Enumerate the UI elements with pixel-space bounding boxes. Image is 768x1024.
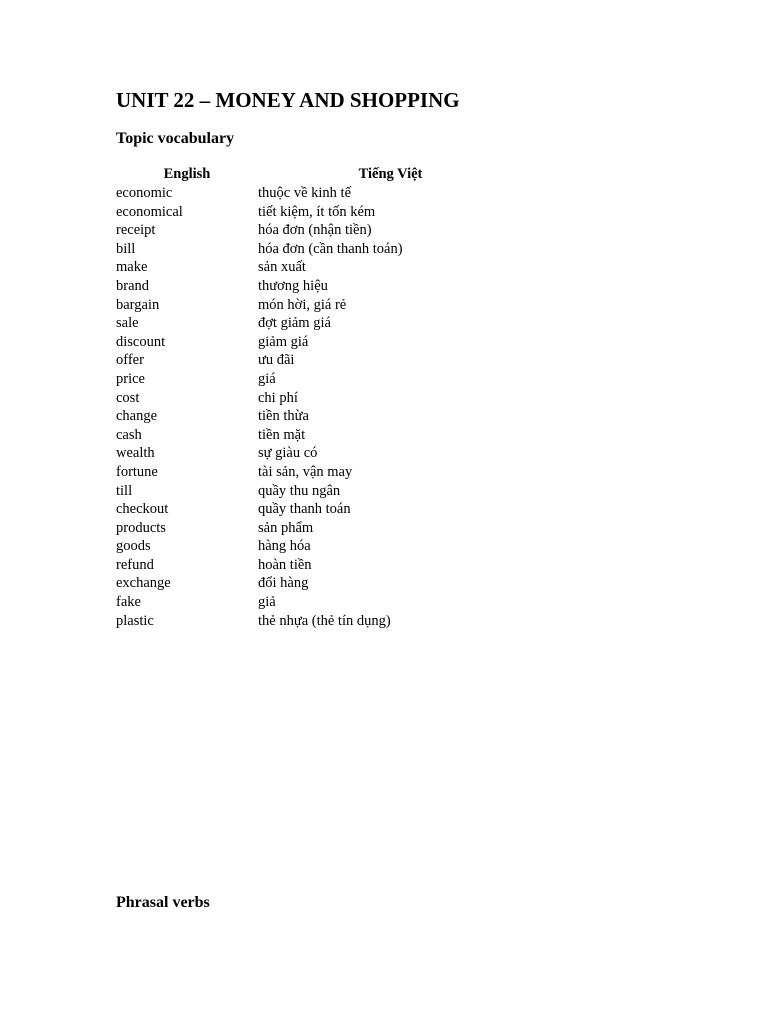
english-term: receipt [116, 222, 156, 239]
vocab-row [116, 277, 556, 296]
vietnamese-translation: thuộc về kinh tế [258, 185, 352, 201]
vocab-row [116, 314, 556, 333]
vocabulary-rows [116, 184, 556, 630]
vocab-row [116, 574, 556, 593]
vietnamese-translation: món hời, giá rẻ [258, 296, 347, 313]
vocab-row [116, 444, 556, 463]
english-term: sale [116, 315, 139, 332]
english-term: bill [116, 240, 136, 257]
vocab-row [116, 556, 556, 575]
english-term: price [116, 370, 145, 387]
vocab-row [116, 240, 556, 259]
vocab-row [116, 333, 556, 352]
vietnamese-translation: hóa đơn (nhận tiền) [258, 222, 372, 239]
vietnamese-translation: đợt giảm giá [258, 315, 331, 332]
vocab-row [116, 258, 556, 277]
vietnamese-translation: quầy thanh toán [258, 501, 351, 518]
vietnamese-translation: chi phí [258, 389, 298, 406]
english-term: goods [116, 538, 151, 555]
english-term: exchange [116, 575, 171, 592]
vietnamese-translation: sản phẩm [258, 519, 314, 536]
english-term: products [116, 519, 166, 536]
vietnamese-translation: tiền mặt [258, 426, 306, 443]
vocab-row [116, 426, 556, 445]
vocab-row [116, 351, 556, 370]
vietnamese-translation: giá [258, 370, 276, 387]
english-term: cost [116, 389, 140, 406]
english-term: refund [116, 556, 154, 573]
vocab-row [116, 370, 556, 389]
vocab-row [116, 482, 556, 501]
vietnamese-translation: sự giàu có [258, 445, 318, 462]
english-term: fortune [116, 463, 158, 480]
english-term: economic [116, 185, 173, 201]
vocab-row [116, 296, 556, 315]
vocab-row [116, 593, 556, 612]
english-term: change [116, 408, 158, 425]
english-term: wealth [116, 445, 155, 462]
vocab-row [116, 184, 556, 203]
vietnamese-column-header: Tiếng Việt [358, 166, 423, 182]
vietnamese-translation: tiết kiệm, ít tốn kém [258, 203, 376, 220]
vietnamese-translation: tiền thừa [258, 408, 309, 425]
vietnamese-translation: tài sản, vận may [258, 463, 353, 480]
vietnamese-translation: giả [258, 594, 276, 611]
vocab-row [116, 221, 556, 240]
english-term: brand [116, 277, 150, 294]
vocab-row [116, 463, 556, 482]
vocab-row [116, 203, 556, 222]
topic-vocabulary-heading: Topic vocabulary [116, 130, 235, 147]
english-column-header: English [163, 166, 211, 182]
english-term: fake [116, 594, 141, 611]
vocab-row [116, 537, 556, 556]
english-term: cash [116, 426, 142, 443]
vocabulary-table-header [116, 164, 556, 184]
vietnamese-translation: thương hiệu [258, 277, 328, 294]
english-term: bargain [116, 296, 160, 313]
vietnamese-translation: đổi hàng [258, 575, 309, 592]
vocab-row [116, 519, 556, 538]
vocab-row [116, 612, 556, 631]
english-term: make [116, 259, 148, 276]
vietnamese-translation: hoàn tiền [258, 556, 312, 573]
english-term: economical [116, 203, 183, 220]
phrasal-verbs-heading: Phrasal verbs [116, 894, 210, 911]
vocab-row [116, 500, 556, 519]
vietnamese-translation: hàng hóa [258, 538, 311, 555]
english-term: offer [116, 352, 144, 369]
vietnamese-translation: ưu đãi [258, 352, 295, 369]
vietnamese-translation: giảm giá [258, 333, 309, 350]
vietnamese-translation: thẻ nhựa (thẻ tín dụng) [258, 612, 391, 629]
page-title: UNIT 22 – MONEY AND SHOPPING [116, 88, 460, 112]
english-term: checkout [116, 501, 169, 518]
vocabulary-table [116, 164, 556, 630]
vocab-row [116, 407, 556, 426]
vietnamese-translation: hóa đơn (cần thanh toán) [258, 240, 403, 257]
vietnamese-translation: quầy thu ngân [258, 482, 341, 499]
vocab-row [116, 389, 556, 408]
english-term: till [116, 482, 133, 499]
english-term: plastic [116, 612, 154, 629]
vietnamese-translation: sản xuất [258, 259, 306, 276]
english-term: discount [116, 333, 166, 350]
